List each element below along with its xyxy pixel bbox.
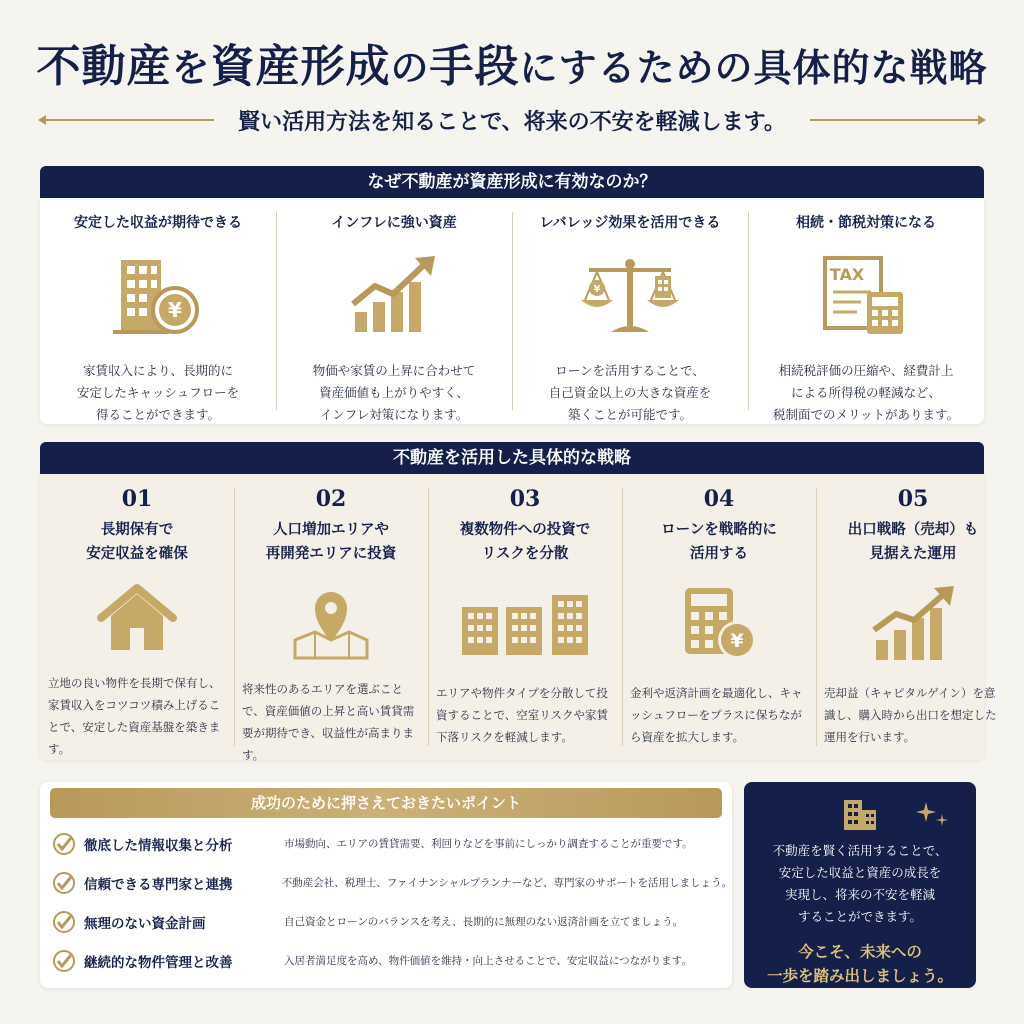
- title-part: 資産形成: [210, 41, 391, 92]
- reason-text: 相続税評価の圧縮や、経費計上 による所得税の軽減など、 税制面でのメリットがあります。: [772, 363, 959, 422]
- reason-card: [748, 198, 984, 424]
- page-subtitle: 賢い活用方法を知ることで、将来の不安を軽減します。: [238, 108, 786, 135]
- reason-text: ローンを活用することで、 自己資金以上の大きな資産を 築くことが可能です。: [548, 363, 712, 422]
- point-desc: 入居者満足度を高め、物件価値を維持・向上させることで、安定収益につながります。: [284, 955, 692, 967]
- right-arrow-line: [810, 119, 984, 121]
- strategy-number: 05: [897, 486, 929, 512]
- growth-chart-icon: [870, 584, 956, 664]
- reason-card: [512, 198, 748, 424]
- balance-scale-icon: [575, 254, 685, 338]
- strategy-title: 人口増加エリアや 再開発エリアに投資: [265, 522, 397, 562]
- svg-text:TAX: TAX: [829, 265, 865, 284]
- point-label: 継続的な物件管理と改善: [84, 954, 233, 971]
- point-label: 信頼できる専門家と連携: [84, 876, 233, 893]
- point-label: 徹底した情報収集と分析: [84, 837, 233, 854]
- strategy-number: 03: [509, 486, 541, 512]
- strategies-heading: 不動産を活用した具体的な戦略: [40, 442, 984, 474]
- point-row: [40, 824, 732, 863]
- subtitle-row: [40, 100, 984, 140]
- point-label: 無理のない資金計画: [84, 915, 206, 932]
- page-title: [0, 30, 1024, 94]
- strategy-number: 04: [703, 486, 735, 512]
- strategy-text: 立地の良い物件を長期で保有し、家賃収入をコツコツ積み上げることで、安定した資産基盤を築きます。: [48, 676, 221, 756]
- reason-text: 物価や家賃の上昇に合わせて 資産価値も上がりやすく、 インフレ対策になります。: [312, 363, 476, 422]
- left-arrow-line: [40, 119, 214, 121]
- points-heading: 成功のために押さえておきたいポイント: [50, 788, 722, 818]
- point-row: [40, 863, 732, 902]
- strategy-number: 01: [121, 486, 153, 512]
- strategy-card: [622, 474, 816, 760]
- strategy-card: [816, 474, 1010, 760]
- strategy-title: 長期保有で 安定収益を確保: [86, 522, 188, 562]
- cta-text: 不動産を賢く活用することで、 安定した収益と資産の成長を 実現し、将来の不安を軽減 することができます。: [772, 843, 948, 924]
- title-part: 手段: [429, 41, 520, 92]
- strategies-panel: [40, 474, 997, 762]
- house-icon: [97, 584, 177, 654]
- strategy-card: [40, 474, 234, 760]
- reason-title: インフレに強い資産: [331, 215, 457, 231]
- reason-title: 安定した収益が期待できる: [74, 215, 242, 231]
- check-circle-icon: [52, 871, 76, 895]
- sparkle-icon: [916, 800, 950, 830]
- svg-text:¥: ¥: [593, 284, 601, 295]
- svg-text:¥: ¥: [730, 630, 744, 652]
- cta-call-to-action: 今こそ、未来への 一歩を踏み出しましょう。: [766, 943, 953, 985]
- reasons-panel: [40, 198, 984, 424]
- strategy-title: ローンを戦略的に 活用する: [661, 522, 777, 562]
- check-circle-icon: [52, 832, 76, 856]
- reason-title: 相続・節税対策になる: [796, 215, 936, 231]
- svg-text:¥: ¥: [168, 298, 182, 322]
- strategy-number: 02: [315, 486, 347, 512]
- rising-chart-icon: [349, 254, 439, 338]
- strategy-text: 将来性のあるエリアを選ぶことで、資産価値の上昇と高い賃貸需要が期待でき、収益性が高まります。: [242, 682, 415, 762]
- point-desc: 自己資金とローンのバランスを考え、長期的に無理のない返済計画を立てましょう。: [284, 916, 684, 928]
- point-row: [40, 902, 732, 941]
- title-part: 不動産: [36, 41, 172, 92]
- cta-panel: [744, 782, 976, 988]
- strategy-title: 出口戦略（売却）も 見据えた運用: [847, 522, 979, 562]
- reason-title: レバレッジ効果を活用できる: [539, 215, 721, 231]
- strategy-title: 複数物件への投資で リスクを分散: [459, 522, 591, 562]
- point-desc: 市場動向、エリアの賃貸需要、利回りなどを事前にしっかり調査することが重要です。: [284, 838, 693, 850]
- strategy-text: 金利や返済計画を最適化し、キャッシュフローをプラスに保ちながら資産を拡大します。: [630, 686, 803, 744]
- point-row: [40, 941, 732, 980]
- map-pin-icon: [291, 584, 371, 660]
- strategy-card: [234, 474, 428, 760]
- reason-card: [40, 198, 276, 424]
- point-desc: 不動産会社、税理士、ファイナンシャルプランナーなど、専門家のサポートを活用しましょう。: [281, 877, 732, 889]
- strategy-text: 売却益（キャピタルゲイン）を意識し、購入時から出口を想定した運用を行います。: [824, 686, 997, 744]
- check-circle-icon: [52, 910, 76, 934]
- building-yen-icon: [113, 254, 203, 338]
- title-part: の: [390, 45, 430, 90]
- building-icon: [840, 796, 880, 832]
- strategy-card: [428, 474, 622, 760]
- reason-text: 家賃収入により、長期的に 安定したキャッシュフローを 得ることができます。: [76, 363, 240, 422]
- tax-calculator-icon: [821, 254, 911, 338]
- reason-card: [276, 198, 512, 424]
- title-part: にするための具体的な戦略: [519, 45, 988, 90]
- reasons-heading: なぜ不動産が資産形成に有効なのか？: [40, 166, 984, 198]
- title-part: を: [171, 45, 211, 90]
- check-circle-icon: [52, 949, 76, 973]
- points-panel: [40, 782, 732, 988]
- buildings-icon: [460, 584, 590, 664]
- calculator-yen-icon: [679, 584, 759, 664]
- strategy-text: エリアや物件タイプを分散して投資することで、空室リスクや家賃下落リスクを軽減します。: [436, 686, 609, 744]
